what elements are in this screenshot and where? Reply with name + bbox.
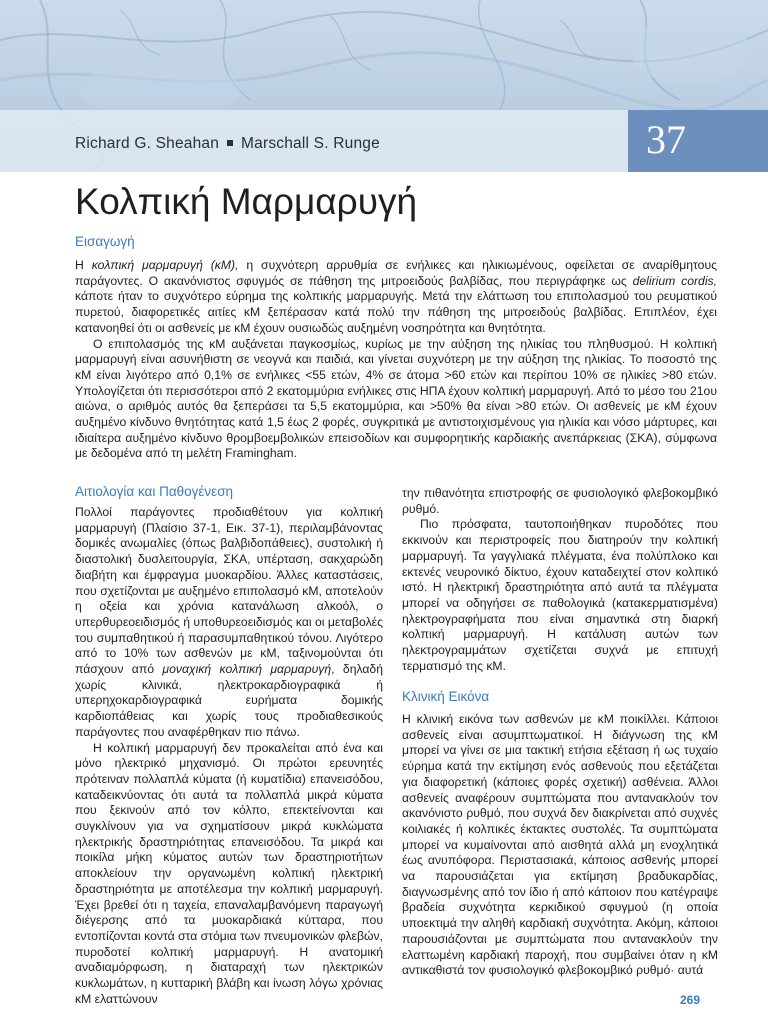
chapter-title: Κολπική Μαρμαρυγή [75,181,418,222]
chapter-number: 37 [646,117,686,162]
section-heading-introduction: Εισαγωγή [75,234,135,249]
chapter-banner [0,0,768,172]
left-column-body [75,505,383,1008]
page-number: 269 [680,993,701,1007]
paragraph: Πολλοί παράγοντες προδιαθέτουν για κολπική μαρμαρυγή (Πλαίσιο 37-1, Εικ. 37-1), περιλαμβάνοντας δομικές ανωμαλίες (όπως βαλβιδοπάθειες), συστολική ή διαστολική δυσλειτουργία, ΣΚΑ, υπέρταση, σακχαρώδη διαβήτη και έμφραγμα μυοκαρδίου. Άλλες καταστάσεις, που σχετίζονται με αυξημένο επιπολασμό κΜ, αποτελούν η οξεία και χρόνια κατανάλωση αλκοόλ, ο υπερθυρεοειδισμός ή υποθυρεοειδισμός και οι μεταβολές του συμπαθητικού ή παρασυμπαθητικού τόνου. Λιγότερο από το 10% των ασθενών με κΜ, ταξινομούνται ότι πάσχουν από μοναχική κολπική μαρμαρυγή, δηλαδή χωρίς κλινικά, ηλεκτροκαρδιογραφικά ή υπερηχοκαρδιογραφικά ευρήματα δομικής καρδιοπάθειας και χωρίς τους προδιαθεσικούς παράγοντες που αναφέρθηκαν πιο πάνω. [75,505,383,739]
paragraph: Η κλινική εικόνα των ασθενών με κΜ ποικίλλει. Κάποιοι ασθενείς είναι ασυμπτωματικοί. Η διάγνωση της κΜ μπορεί να γίνει σε μια τακτική ετήσια εξέταση ή ως τυχαίο εύρημα κατά την εκτίμηση ενός ασθενούς που εξετάζεται για διαφορετική (κάποιες φορές σχετική) ασθένεια. Άλλοι ασθενείς αναφέρουν συμπτώματα που αντανακλούν τον ακανόνιστο ρυθμό, που συχνά δεν διακρίνεται από συχνές κοιλιακές ή κολπικές έκτακτες συστολές. Τα συμπτώματα μπορεί να κυμαίνονται από αισθητά αλλά μη ενοχλητικά έως ανυπόφορα. Περιστασιακά, κάποιος ασθενής μπορεί να παρουσιάζεται για εκτίμηση βραδυκαρδίας, διαγνωσμένης από τον ίδιο ή από κάποιον που κατέγραψε βραδεία συχνότητα κερκιδικού σφυγμού (η οποία υποεκτιμά την αληθή καρδιακή συχνότητα. Ακόμη, κάποιοι παρουσιάζονται με συμπτώματα που αντανακλούν την ελαττωμένη καρδιακή παροχή, που συμβαίνει όταν η κΜ αντικαθιστά τον φυσιολογικό φλεβοκομβικό ρυθμό· αυτά [402,712,718,978]
paragraph: Πιο πρόσφατα, ταυτοποιήθηκαν πυροδότες που εκκινούν και περιστροφείς που διατηρούν την κολπική μαρμαρυγή. Τα γαγγλιακά πλέγματα, ένα πολύπλοκο και εκτενές νευρονικό δίκτυο, έχουν καταδειχτεί στον κολπικό ιστό. Η ηλεκτρική δραστηριότητα από αυτά τα πλέγματα μπορεί να οδηγήσει σε παθολογικά (κατακερματισμένα) ηλεκτρογραφήματα που είναι σημαντικά στη διαρκή κολπική μαρμαρυγή. Η κατάλυση αυτών των ηλεκτρογραμμάτων σχετίζεται συχνά με επιτυχή τερματισμό της κΜ. [402,517,718,673]
author-name: Richard G. Sheahan [75,135,220,152]
chapter-number-box [628,110,768,172]
introduction-body [75,258,717,462]
author-separator [227,140,233,146]
section-heading-etiology: Αιτιολογία και Παθογένεση [75,484,234,499]
paragraph: Η κολπική μαρμαρυγή (κΜ), η συχνότερη αρρυθμία σε ενήλικες και ηλικιωμένους, οφείλεται σε αναρίθμητους παράγοντες. Ο ακανόνιστος σφυγμός σε πάθηση της μιτροειδούς βαλβίδας, που περιγράφηκε ως delirium cordis, κάποτε ήταν το συχνότερο εύρημα της κολπικής μαρμαρυγής. Μετά την ελάττωση του επιπολασμού του ρευματικού πυρετού, διαφορετικές αιτίες κΜ ξεπέρασαν κατά πολύ την πάθηση της μιτροειδούς βαλβίδας. Επιπλέον, έχει κατανοηθεί ότι οι ασθενείς με κΜ έχουν ουσιωδώς αυξημένη νοσηρότητα και θνητότητα. [75,258,718,335]
section-heading-clinical: Κλινική Εικόνα [402,689,490,704]
clinical-body [402,712,718,979]
author-line [75,135,380,153]
author-name: Marschall S. Runge [241,135,380,152]
emphasis: κολπική μαρμαρυγή (κΜ), [91,258,239,272]
emphasis: delirium cordis, [632,273,718,288]
emphasis: μοναχική κολπική μαρμαρυγή [162,662,332,677]
paragraph: Η κολπική μαρμαρυγή δεν προκαλείται από ένα και μόνο ηλεκτρικό μηχανισμό. Οι πρώτοι ερευνητές πρότειναν πολλαπλά κύματα (ή κυματίδια) επανεισόδου, καταδεικνύοντας ότι αυτά τα πολλαπλά μικρά κύματα που ξεκινούν από τον κόλπο, επεκτείνονται και συγκλίνουν για να σχηματίσουν μικρά κυκλώματα ηλεκτρικής δραστηριότητας επανεισόδου. Τα μικρά και ποικίλα μήκη κύματος αυτών των δραστηριοτήτων αποκλείουν την οργανωμένη κολπική ηλεκτρική δραστηριότητα με αποτέλεσμα την κολπική μαρμαρυγή. Έχει βρεθεί ότι η ταχεία, επαναλαμβανόμενη παραγωγή διέγερσης από τα μυοκαρδιακά κύτταρα, που εντοπίζονται κοντά στα στόμια των πνευμονικών φλεβών, πυροδοτεί κολπική μαρμαρυγή. Η ανατομική αναδιαμόρφωση, η διαταραχή των ηλεκτρικών κυκλωμάτων, η κυτταρική βλάβη και ίνωση λόγω χρόνιας κΜ ελαττώνουν [75,740,383,1006]
paragraph: Ο επιπολασμός της κΜ αυξάνεται παγκοσμίως, κυρίως με την αύξηση της ηλικίας του πληθυσμού. Η κολπική μαρμαρυγή είναι ασυνήθιστη σε νεογνά και παιδιά, και γίνεται συχνότερη με την αύξηση της ηλικίας. Το ποσοστό της κΜ είναι λιγότερο από 0,1% σε ενήλικες <55 ετών, 4% σε άτομα >60 ετών και περίπου 10% σε ηλικίες >80 ετών. Υπολογίζεται ότι περισσότεροι από 2 εκατομμύρια ενήλικες στις ΗΠΑ έχουν κολπική μαρμαρυγή. Από το μέσο του 21ου αιώνα, ο αριθμός αυτός θα ξεπεράσει τα 5,5 εκατομμύρια, και >50% θα είναι >80 ετών. Οι ασθενείς με κΜ έχουν αυξημένο κίνδυνο θνητότητας κατά 1,5 έως 2 φορές, συγκριτικά με αντιστοιχισμένους για ηλικία και νόσο μάρτυρες, και ιδιαίτερα αυξημένο κίνδυνο θρομβοεμβολικών επεισοδίων και συμφορητικής καρδιακής ανεπάρκειας (ΣΚΑ), σύμφωνα με δεδομένα από τη μελέτη Framingham. [75,336,717,461]
right-column-body [402,486,718,674]
paragraph: την πιθανότητα επιστροφής σε φυσιολογικό φλεβοκομβικό ρυθμό. [402,486,718,516]
